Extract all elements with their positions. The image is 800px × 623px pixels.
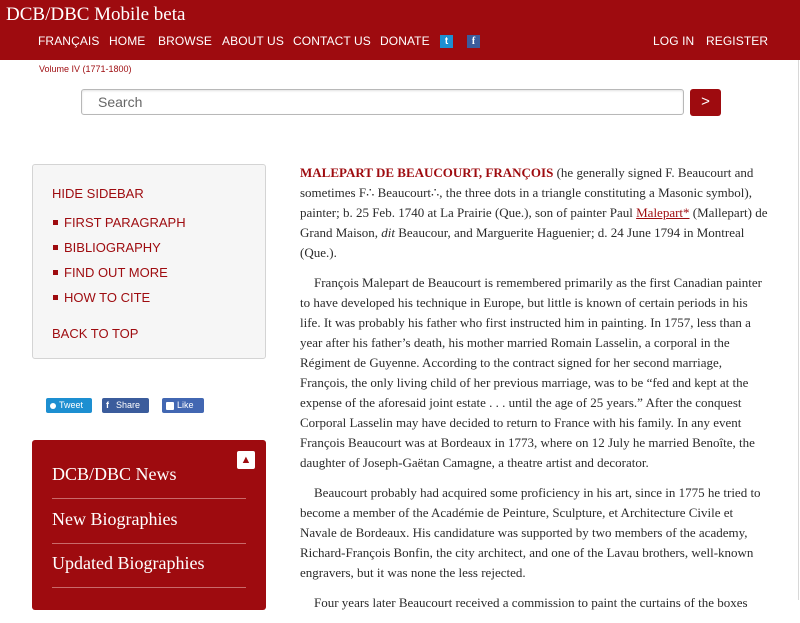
divider <box>52 498 246 499</box>
hide-sidebar-link[interactable]: HIDE SIDEBAR <box>52 186 144 201</box>
twitter-icon[interactable]: t <box>440 35 453 48</box>
intro-text-c: Beaucour, and Marguerite Haguenier; d. 24 June 1794 in Montreal (Que.). <box>300 225 745 260</box>
news-item-new-biographies[interactable]: New Biographies <box>52 509 178 529</box>
sidebar-item-how-to-cite[interactable]: HOW TO CITE <box>64 290 151 305</box>
nav-francais[interactable]: FRANÇAIS <box>38 34 100 48</box>
cross-reference-link[interactable]: Malepart* <box>636 205 690 220</box>
intro-text-a: (he generally signed F. Beaucourt and sometimes F∴ Beaucourt∴, the three dots in a triangle constituting a Masonic symbol), painter; b. 25 Feb. 1740 at La Prairie (Que.), son of painter Paul <box>300 165 754 220</box>
search-button[interactable]: > <box>690 89 721 116</box>
site-title[interactable]: DCB/DBC Mobile beta <box>6 4 186 25</box>
like-label: Like <box>177 400 194 410</box>
volume-label[interactable]: Volume IV (1771-1800) <box>39 64 132 74</box>
bullet-icon <box>53 220 58 225</box>
top-header <box>0 0 800 60</box>
nav-home[interactable]: HOME <box>109 34 146 48</box>
sidebar-item-find-out-more[interactable]: FIND OUT MORE <box>64 265 168 280</box>
facebook-icon[interactable]: f <box>467 35 480 48</box>
biography-intro-paragraph <box>300 163 768 263</box>
biography-paragraph: François Malepart de Beaucourt is remembered primarily as the first Canadian painter to have developed his technique in Europe, but little is known of certain periods in his life. It was probably his father who first instructed him in painting. In 1757, less than a year after his father’s death, his mother married Romain Lasselin, a corporal in the Régiment de Guyenne. According to the contract signed for her second marriage, François, the only living child of her previous marriage, was to be “fed and kept at the expense of the aforesaid joint estate . . . until the age of 25 years.” After the conquest Corporal Lasselin may have decided to return to France with his family. In any event François Beaucourt was at Bordeaux in 1773, where on 12 July he married Benoîte, the daughter of Joseph-Gaëtan Camagne, a theatre artist and decorator. <box>300 275 762 470</box>
nav-donate[interactable]: DONATE <box>380 34 430 48</box>
thumbs-up-icon <box>166 402 174 410</box>
bullet-icon <box>53 245 58 250</box>
news-item-dcb-news[interactable]: DCB/DBC News <box>52 464 177 484</box>
biography-name: MALEPART DE BEAUCOURT, FRANÇOIS <box>300 165 554 180</box>
twitter-bird-icon <box>50 403 56 409</box>
biography-article <box>300 163 768 623</box>
tweet-button[interactable] <box>46 398 92 413</box>
nav-register[interactable]: REGISTER <box>706 34 769 48</box>
divider <box>52 543 246 544</box>
facebook-share-button[interactable] <box>102 398 149 413</box>
search-input[interactable] <box>82 90 683 114</box>
sidebar-item-first-paragraph[interactable]: FIRST PARAGRAPH <box>64 215 186 230</box>
back-to-top-link[interactable]: BACK TO TOP <box>52 326 139 341</box>
nav-login[interactable]: LOG IN <box>653 34 695 48</box>
intro-text-b: (Mallepart) de Grand Maison, <box>300 205 768 240</box>
nav-contact-us[interactable]: CONTACT US <box>293 34 371 48</box>
divider <box>52 587 246 588</box>
news-item-updated-biographies[interactable]: Updated Biographies <box>52 553 205 573</box>
collapse-up-icon[interactable]: ▲ <box>237 451 255 469</box>
intro-dit: dit <box>381 225 395 240</box>
share-label: Share <box>116 400 141 410</box>
biography-paragraph: Beaucourt probably had acquired some proficiency in his art, since in 1775 he tried to become a member of the Académie de Peinture, Sculpture, et Architecture Civile et Navale de Bordeaux. His candidature was supported by two members of the academy, Richard-François Bonfin, the city architect, and one of the Lavau brothers, well-known engravers, but it was none the less rejected. <box>300 485 761 580</box>
search-box <box>81 89 684 115</box>
main-nav <box>0 34 800 52</box>
sidebar-item-bibliography[interactable]: BIBLIOGRAPHY <box>64 240 161 255</box>
sidebar-toc <box>32 164 266 359</box>
facebook-f-icon: f <box>106 400 109 410</box>
biography-paragraph: Four years later Beaucourt received a commission to paint the curtains of the boxes <box>314 595 748 610</box>
nav-about-us[interactable]: ABOUT US <box>222 34 284 48</box>
nav-browse[interactable]: BROWSE <box>158 34 212 48</box>
bullet-icon <box>53 295 58 300</box>
bullet-icon <box>53 270 58 275</box>
tweet-label: Tweet <box>59 400 84 410</box>
page-divider <box>798 60 799 600</box>
news-panel <box>32 440 266 610</box>
facebook-like-button[interactable] <box>162 398 204 413</box>
